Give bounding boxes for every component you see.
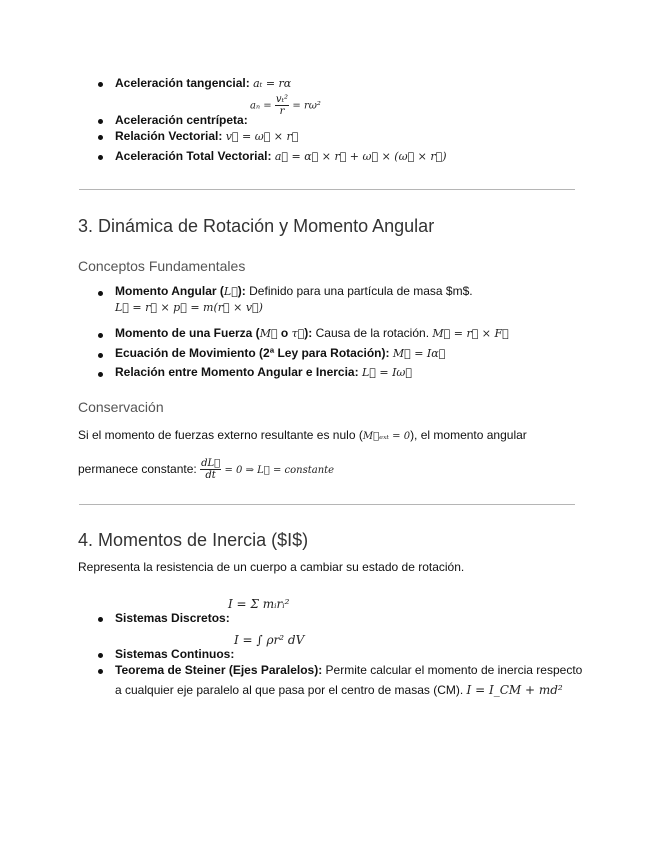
divider (79, 189, 575, 190)
formula: I = Σ mᵢrᵢ² (228, 597, 290, 611)
formula: I = ∫ ρr² dV (234, 633, 305, 647)
list-item: Relación entre Momento Angular e Inercia: L⃗ = Iω⃗ (115, 365, 412, 379)
section-title: 3. Dinámica de Rotación y Momento Angular (78, 216, 435, 236)
list-bullet (98, 82, 103, 87)
list-item: Sistemas Continuos: (115, 647, 235, 661)
formula: M⃗ = Iα⃗ (392, 347, 446, 360)
list-item: Ecuación de Movimiento (2ª Ley para Rotación): M⃗ = Iα⃗ (115, 346, 446, 360)
list-item (115, 76, 291, 90)
list-bullet (98, 333, 103, 338)
list-bullet (98, 669, 103, 674)
list-bullet (98, 353, 103, 358)
list-item (115, 113, 248, 127)
list-bullet (98, 155, 103, 160)
paragraph: Representa la resistencia de un cuerpo a cambiar su estado de rotación. (78, 560, 465, 574)
list-item: Momento Angular (L⃗): Definido para una partícula de masa $m$. (115, 284, 473, 298)
list-item-cont: a cualquier eje paralelo al que pasa por el centro de masas (CM). I = I_CM + md² (115, 683, 563, 697)
list-bullet (98, 119, 103, 124)
formula: I = I_CM + md² (466, 683, 563, 697)
subsection-title: Conceptos Fundamentales (78, 258, 246, 274)
item-text: Causa de la rotación. (315, 326, 430, 340)
section-title: 4. Momentos de Inercia ($I$) (78, 530, 309, 550)
subsection-title: Conservación (78, 399, 164, 415)
formula: aₜ = rα (253, 77, 292, 90)
item-label: Relación Vectorial: (115, 129, 223, 143)
formula: L⃗ = Iω⃗ (361, 366, 412, 379)
formula: v⃗ = ω⃗ × r⃗ (225, 130, 299, 143)
list-item: Sistemas Discretos: (115, 611, 230, 625)
formula: L⃗ = r⃗ × p⃗ = m(r⃗ × v⃗) (115, 301, 263, 314)
list-item: Teorema de Steiner (Ejes Paralelos): Permite calcular el momento de inercia respecto (115, 663, 583, 677)
paragraph: permanece constante: $\frac{dL⃗}{dt}$ = 0 ⇒ L⃗ = constante (78, 458, 335, 482)
list-item (115, 149, 447, 163)
divider (79, 504, 575, 505)
paragraph: Si el momento de fuerzas externo resultante es nulo (M⃗ₑₓₜ = 0), el momento angular (78, 428, 527, 442)
list-bullet (98, 617, 103, 622)
list-bullet (98, 653, 103, 658)
item-label: Aceleración centrípeta: (115, 113, 248, 127)
formula: a⃗ = α⃗ × r⃗ + ω⃗ × (ω⃗ × r⃗) (274, 150, 447, 163)
list-item: Momento de una Fuerza (M⃗ o τ⃗): Causa de la rotación. M⃗ = r⃗ × F⃗ (115, 326, 509, 340)
list-bullet (98, 135, 103, 140)
item-label: Aceleración Total Vectorial: (115, 149, 272, 163)
formula-centripeta: aₙ = $\frac{\text{vₜ²}}{r}$ = rω² (250, 94, 321, 117)
item-text: Definido para una partícula de masa $m$. (249, 284, 473, 298)
list-item (115, 129, 298, 143)
list-bullet (98, 372, 103, 377)
item-label: Aceleración tangencial: (115, 76, 250, 90)
formula: M⃗ = r⃗ × F⃗ (432, 327, 509, 340)
list-bullet (98, 291, 103, 296)
